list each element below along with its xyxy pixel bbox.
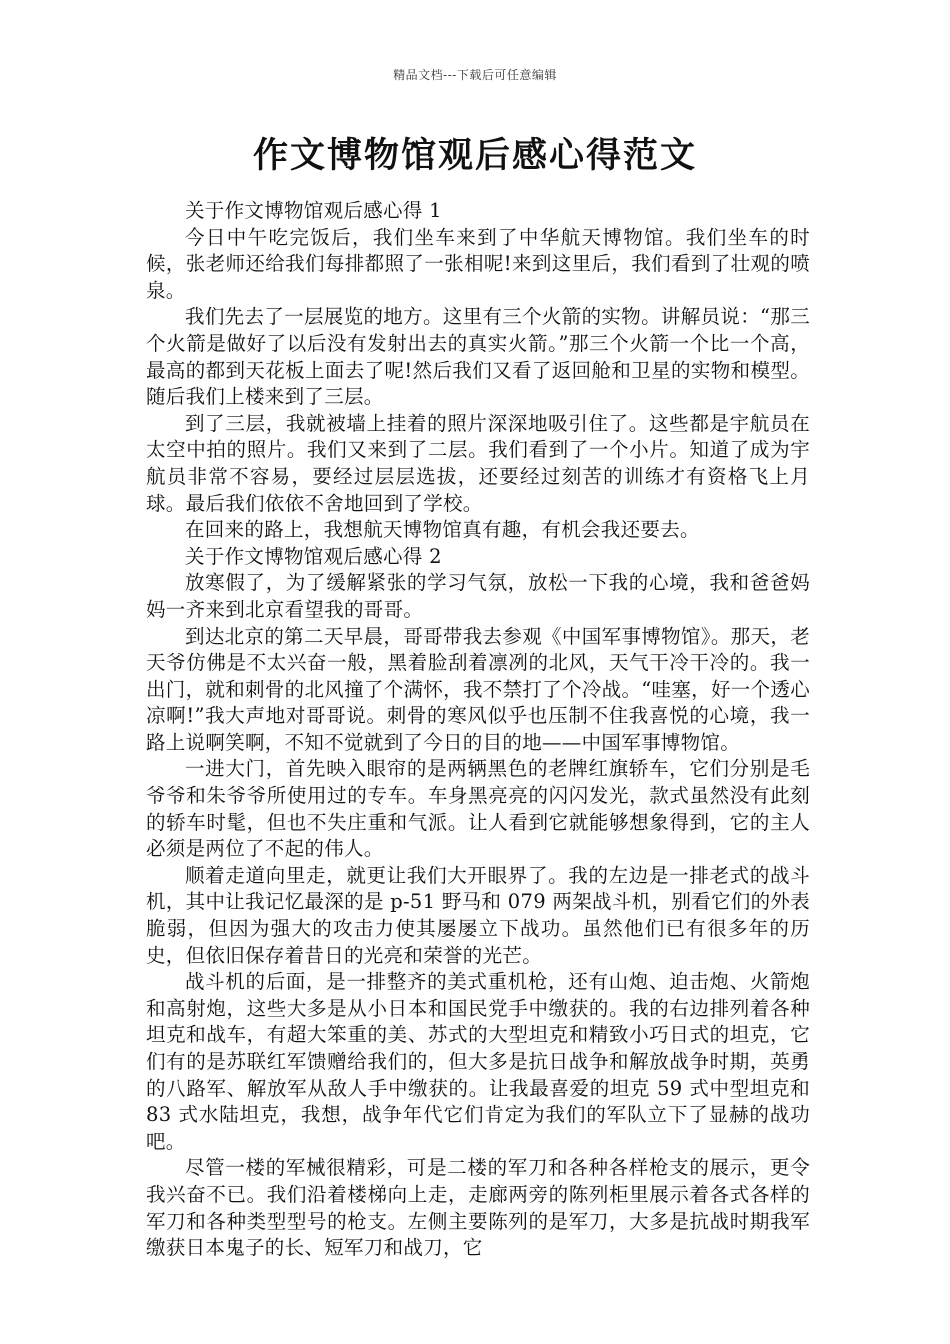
paragraph: 放寒假了，为了缓解紧张的学习气氛，放松一下我的心境，我和爸爸妈妈一齐来到北京看望我的哥哥。	[146, 571, 810, 621]
header-note: 精品文档---下载后可任意编辑	[393, 68, 557, 82]
subheading-1: 关于作文博物馆观后感心得 1	[185, 199, 442, 222]
document-body	[146, 198, 810, 1262]
document-title: 作文博物馆观后感心得范文	[252, 136, 697, 176]
paragraph: 今日中午吃完饭后，我们坐车来到了中华航天博物馆。我们坐车的时候，张老师还给我们每排都照了一张相呢!来到这里后，我们看到了壮观的喷泉。	[146, 225, 810, 302]
paragraph: 一进大门，首先映入眼帘的是两辆黑色的老牌红旗轿车，它们分别是毛爷爷和朱爷爷所使用过的专车。车身黑亮亮的闪闪发光，款式虽然没有此刻的轿车时髦，但也不失庄重和气派。让人看到它就能够想象得到，它的主人必须是两位了不起的伟人。	[146, 757, 810, 861]
paragraph: 尽管一楼的军械很精彩，可是二楼的军刀和各种各样枪支的展示，更令我兴奋不已。我们沿着楼梯向上走，走廊两旁的陈列柜里展示着各式各样的军刀和各种类型型号的枪支。左侧主要陈列的是军刀，大多是抗战时期我军缴获日本鬼子的长、短军刀和战刀，它	[146, 1156, 810, 1260]
paragraph: 到达北京的第二天早晨，哥哥带我去参观《中国军事博物馆》。那天，老天爷仿佛是不太兴奋一般，黑着脸刮着凛冽的北风，天气干冷干冷的。我一出门，就和刺骨的北风撞了个满怀，我不禁打了个冷战。“哇塞，好一个透心凉啊!”我大声地对哥哥说。刺骨的寒风似乎也压制不住我喜悦的心境，我一路上说啊笑啊，不知不觉就到了今日的目的地——中国军事博物馆。	[146, 624, 810, 754]
paragraph: 在回来的路上，我想航天博物馆真有趣，有机会我还要去。	[185, 518, 700, 542]
paragraph: 我们先去了一层展览的地方。这里有三个火箭的实物。讲解员说：“那三个火箭是做好了以后没有发射出去的真实火箭。”那三个火箭一个比一个高，最高的都到天花板上面去了呢!然后我们又看了返回舱和卫星的实物和模型。随后我们上楼来到了三层。	[146, 305, 810, 409]
paragraph: 顺着走道向里走，就更让我们大开眼界了。我的左边是一排老式的战斗机，其中让我记忆最深的是 p-51 野马和 079 两架战斗机，别看它们的外表脆弱，但因为强大的攻击力使其屡屡立下战功。虽然他们已有很多年的历史，但依旧保存着昔日的光亮和荣誉的光芒。	[146, 863, 810, 967]
subheading-2: 关于作文博物馆观后感心得 2	[185, 544, 442, 568]
paragraph: 战斗机的后面，是一排整齐的美式重机枪，还有山炮、迫击炮、火箭炮和高射炮，这些大多是从小日本和国民党手中缴获的。我的右边排列着各种坦克和战车，有超大笨重的美、苏式的大型坦克和精致小巧日式的坦克，它们有的是苏联红军馈赠给我们的，但大多是抗日战争和解放战争时期，英勇的八路军、解放军从敌人手中缴获的。让我最喜爱的坦克 59 式中型坦克和 83 式水陆坦克，我想，战争年代它们肯定为我们的军队立下了显赫的战功吧。	[146, 970, 810, 1153]
paragraph: 到了三层，我就被墙上挂着的照片深深地吸引住了。这些都是宇航员在太空中拍的照片。我们又来到了二层。我们看到了一个小片。知道了成为宇航员非常不容易，要经过层层选拔，还要经过刻苦的训练才有资格飞上月球。最后我们依依不舍地回到了学校。	[146, 411, 810, 515]
